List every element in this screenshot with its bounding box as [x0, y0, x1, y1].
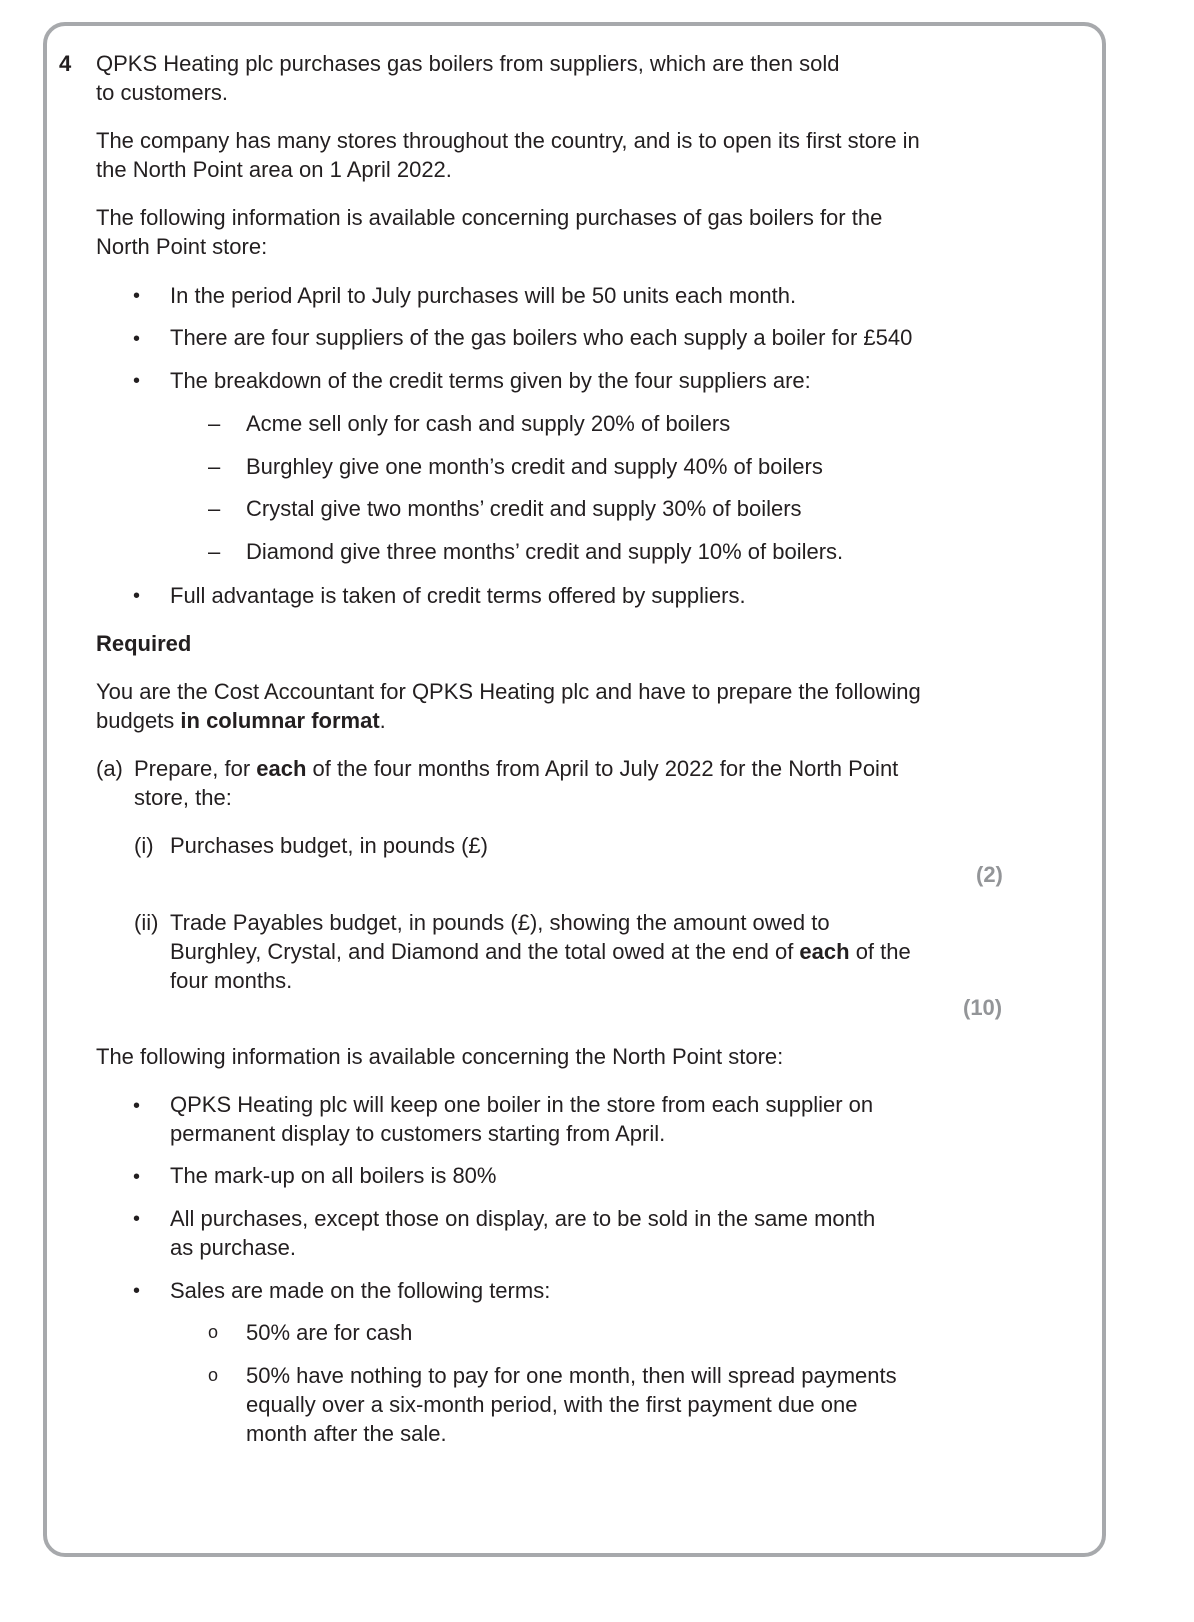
bullet-item-line2: permanent display to customers starting from April. — [170, 1121, 666, 1146]
required-heading: Required — [96, 631, 192, 656]
sales-term-item-line2: equally over a six-month period, with the first payment due one — [246, 1392, 858, 1417]
bullet-icon: • — [133, 370, 141, 392]
paragraph-store-info: The following information is available concerning the North Point store: — [96, 1044, 784, 1069]
text: of the four months from April to July 2022 for the North Point — [306, 756, 899, 781]
bullet-item: Full advantage is taken of credit terms offered by suppliers. — [170, 583, 746, 608]
part-ii-text-line2 — [170, 937, 911, 966]
sales-term-item: 50% are for cash — [246, 1320, 413, 1345]
sales-term-item-line3: month after the sale. — [246, 1421, 447, 1446]
paragraph-company-line1: The company has many stores throughout the country, and is to open its first store in — [96, 128, 920, 153]
paragraph-purchases-line2: North Point store: — [96, 234, 268, 259]
text: Prepare, for — [134, 756, 257, 781]
dash-icon: – — [208, 454, 221, 479]
bullet-item-line1: All purchases, except those on display, are to be sold in the same month — [170, 1206, 876, 1231]
paragraph-company-line2: the North Point area on 1 April 2022. — [96, 157, 452, 182]
required-text-line1: You are the Cost Accountant for QPKS Heating plc and have to prepare the following — [96, 679, 921, 704]
part-ii-text-line1: Trade Payables budget, in pounds (£), showing the amount owed to — [170, 910, 830, 935]
bold-text: each — [799, 939, 850, 964]
dash-icon: – — [208, 539, 221, 564]
part-a-text-line2: store, the: — [134, 785, 232, 810]
part-a-text-line1 — [134, 754, 898, 783]
text: Burghley, Crystal, and Diamond and the total owed at the end of — [170, 939, 800, 964]
sales-term-item-line1: 50% have nothing to pay for one month, then will spread payments — [246, 1363, 897, 1388]
bullet-icon: • — [133, 328, 141, 350]
bullet-icon: • — [133, 585, 141, 607]
text: of the — [849, 939, 911, 964]
bullet-item: There are four suppliers of the gas boilers who each supply a boiler for £540 — [170, 325, 913, 350]
dash-icon: – — [208, 496, 221, 521]
bullet-icon: • — [133, 1166, 141, 1188]
bullet-icon: • — [133, 1095, 141, 1117]
part-i-marks: (2) — [976, 862, 1003, 887]
intro-text-line2: to customers. — [96, 80, 229, 105]
intro-text-line1: QPKS Heating plc purchases gas boilers from suppliers, which are then sold — [96, 51, 840, 76]
paragraph-purchases-line1: The following information is available concerning purchases of gas boilers for the — [96, 205, 883, 230]
bullet-item: In the period April to July purchases will be 50 units each month. — [170, 283, 797, 308]
part-i-text: Purchases budget, in pounds (£) — [170, 833, 488, 858]
part-ii-label: (ii) — [134, 910, 159, 935]
bullet-item-line1: QPKS Heating plc will keep one boiler in the store from each supplier on — [170, 1092, 874, 1117]
dash-icon: – — [208, 411, 221, 436]
supplier-item-burghley: Burghley give one month’s credit and supply 40% of boilers — [246, 454, 823, 479]
bold-text: each — [256, 756, 307, 781]
bullet-item: Sales are made on the following terms: — [170, 1278, 551, 1303]
bullet-item: The mark-up on all boilers is 80% — [170, 1163, 497, 1188]
supplier-item-crystal: Crystal give two months’ credit and supply 30% of boilers — [246, 496, 802, 521]
part-i-label: (i) — [134, 833, 154, 858]
circle-bullet-icon: o — [208, 1365, 219, 1385]
bold-text: in columnar format — [180, 708, 380, 733]
supplier-item-diamond: Diamond give three months’ credit and supply 10% of boilers. — [246, 539, 844, 564]
text: budgets — [96, 708, 181, 733]
bullet-icon: • — [133, 1280, 141, 1302]
supplier-item-acme: Acme sell only for cash and supply 20% of boilers — [246, 411, 731, 436]
part-ii-marks: (10) — [963, 995, 1003, 1020]
circle-bullet-icon: o — [208, 1322, 219, 1342]
bullet-icon: • — [133, 1208, 141, 1230]
bullet-item-line2: as purchase. — [170, 1235, 296, 1260]
question-number: 4 — [59, 51, 72, 76]
bullet-item: The breakdown of the credit terms given by the four suppliers are: — [170, 368, 811, 393]
text: . — [379, 708, 386, 733]
required-text-line2 — [96, 706, 386, 735]
bullet-icon: • — [133, 285, 141, 307]
part-a-label: (a) — [96, 756, 123, 781]
part-ii-text-line3: four months. — [170, 968, 293, 993]
